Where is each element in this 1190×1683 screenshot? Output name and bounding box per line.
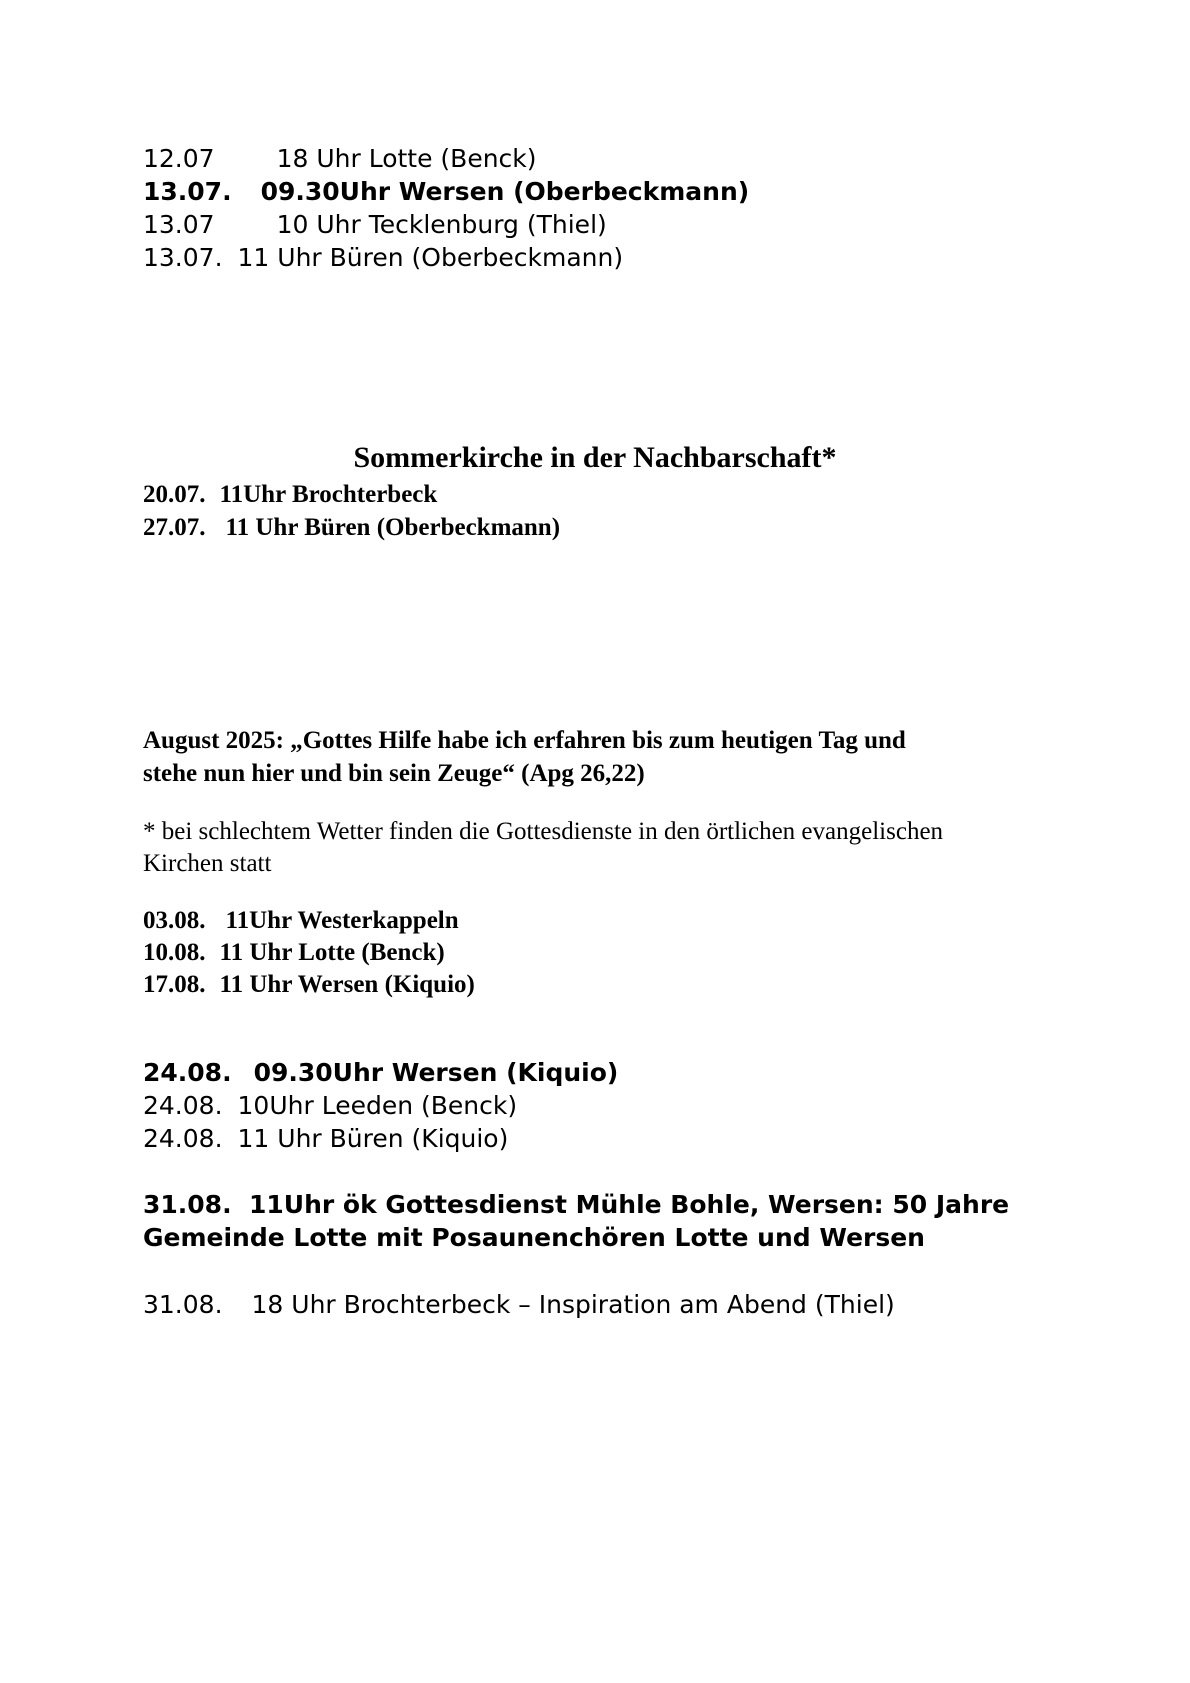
service-date: 24.08. — [143, 1091, 223, 1120]
sommerkirche-heading: Sommerkirche in der Nachbarschaft* — [353, 441, 837, 474]
service-text: 09.30Uhr Wersen (Oberbeckmann) — [260, 177, 750, 206]
service-date: 13.07. — [143, 243, 223, 272]
service-date: 13.07. — [143, 177, 232, 206]
service-row — [143, 1126, 508, 1151]
service-row — [143, 1060, 618, 1085]
weather-note: * bei schlechtem Wetter finden die Gottesdienste in den örtlichen evangelischen — [143, 818, 944, 845]
service-date: 20.07. — [143, 481, 206, 508]
service-row — [143, 245, 623, 270]
service-date: 24.08. — [143, 1058, 232, 1087]
service-date: 24.08. — [143, 1124, 223, 1153]
service-row — [143, 1292, 895, 1317]
service-text: 11Uhr Brochterbeck — [219, 481, 438, 508]
service-date: 31.08. — [143, 1290, 223, 1319]
service-row — [143, 212, 607, 237]
service-date: 03.08. — [143, 907, 206, 934]
service-text: 10 Uhr Tecklenburg (Thiel) — [276, 210, 607, 239]
service-row — [143, 908, 459, 933]
service-date: 17.08. — [143, 971, 206, 998]
service-text: 10Uhr Leeden (Benck) — [237, 1091, 518, 1120]
service-row — [143, 146, 537, 171]
service-row — [143, 972, 475, 997]
service-date: 27.07. — [143, 514, 206, 541]
service-row — [143, 515, 560, 540]
monthly-motto-line: August 2025: „Gottes Hilfe habe ich erfahren bis zum heutigen Tag und — [143, 727, 906, 754]
service-text: 11 Uhr Büren (Oberbeckmann) — [237, 243, 624, 272]
anniversary-service-line: Gemeinde Lotte mit Posaunenchören Lotte und Wersen — [143, 1223, 925, 1252]
service-text: 11 Uhr Wersen (Kiquio) — [219, 971, 475, 998]
service-text: 11Uhr Westerkappeln — [225, 907, 459, 934]
service-date: 10.08. — [143, 939, 206, 966]
service-row — [143, 179, 749, 204]
service-text: 11 Uhr Büren (Kiquio) — [237, 1124, 509, 1153]
service-text: 11 Uhr Büren (Oberbeckmann) — [225, 514, 561, 541]
service-text: 18 Uhr Brochterbeck – Inspiration am Abend (Thiel) — [251, 1290, 895, 1319]
weather-note: Kirchen statt — [143, 850, 272, 877]
monthly-motto-line: stehe nun hier und bin sein Zeuge“ (Apg 26,22) — [143, 760, 645, 787]
service-text: 09.30Uhr Wersen (Kiquio) — [253, 1058, 619, 1087]
service-text: 18 Uhr Lotte (Benck) — [276, 144, 537, 173]
anniversary-service-line: 31.08. 11Uhr ök Gottesdienst Mühle Bohle, Wersen: 50 Jahre — [143, 1190, 1010, 1219]
service-date: 13.07 — [143, 210, 215, 239]
service-row — [143, 482, 437, 507]
service-text: 11 Uhr Lotte (Benck) — [219, 939, 445, 966]
service-date: 12.07 — [143, 144, 215, 173]
service-row — [143, 940, 445, 965]
service-row — [143, 1093, 517, 1118]
